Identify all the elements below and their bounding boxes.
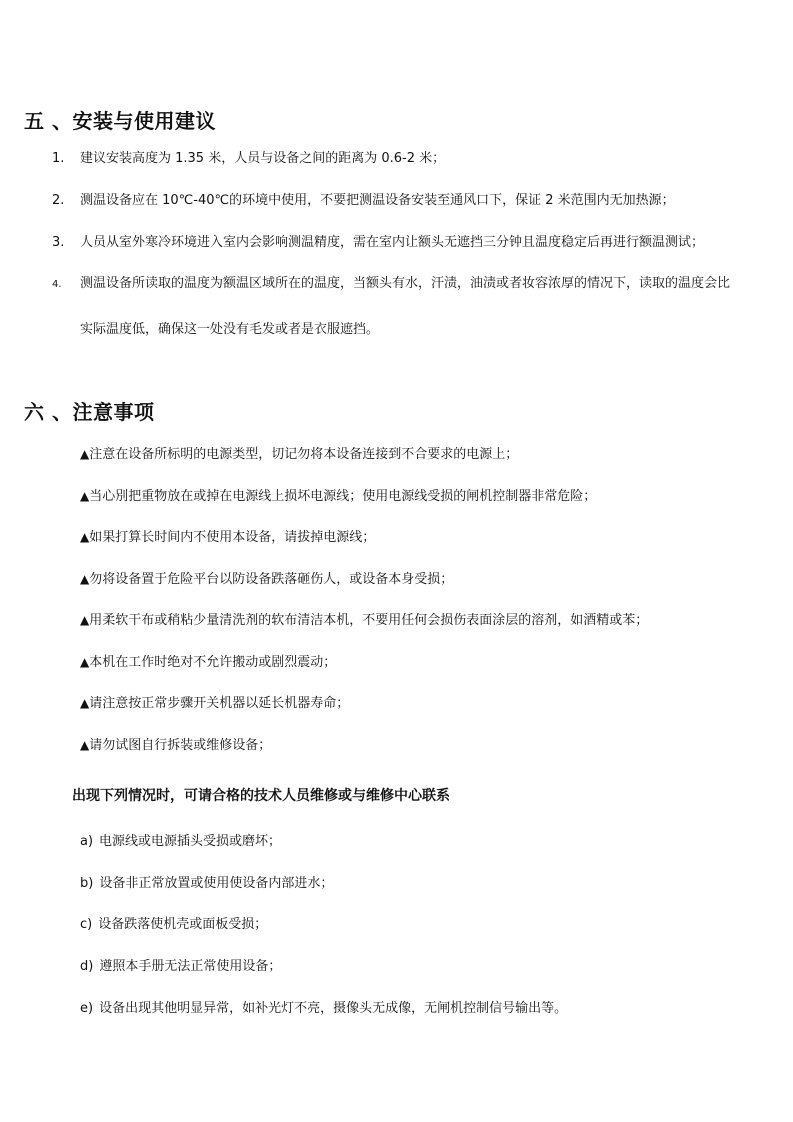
item-text: 建议安装高度为 1.35 米，人员与设备之间的距离为 0.6-2 米；	[80, 151, 446, 166]
repair-item	[80, 830, 281, 849]
caution-note	[80, 443, 518, 462]
note-text: 本机在工作时绝对不允许搬动或剧烈震动；	[89, 655, 337, 670]
warning-triangle-icon: ▲	[80, 738, 90, 752]
warning-triangle-icon: ▲	[80, 489, 90, 503]
warning-triangle-icon: ▲	[80, 530, 90, 544]
section-5-item-1	[52, 152, 445, 166]
repair-item	[80, 872, 333, 891]
item-letter: d)	[80, 959, 94, 974]
item-text: 测温设备所读取的温度为额温区域所在的温度，当额头有水，汗渍，油渍或者妆容浓厚的情况下，读取的温度会比	[80, 276, 731, 291]
note-text: 请勿试图自行拆装或维修设备；	[89, 738, 272, 753]
item-number: 1.	[52, 151, 65, 166]
item-text: 人员从室外寒冷环境进入室内会影响测温精度，需在室内让额头无遮挡三分钟且温度稳定后再进行额温测试；	[80, 235, 705, 250]
item-number: 4.	[52, 279, 62, 290]
caution-note	[80, 734, 271, 753]
caution-note	[80, 651, 336, 670]
caution-note	[80, 568, 453, 587]
section-5-heading: 五 、安装与使用建议	[24, 109, 216, 133]
caution-note	[80, 485, 596, 504]
note-text: 勿将设备置于危险平台以防设备跌落砸伤人，或设备本身受损；	[89, 572, 454, 587]
section-5-item-3	[52, 236, 704, 250]
item-letter: c)	[80, 917, 93, 932]
repair-item	[80, 955, 281, 974]
item-text: 设备出现其他明显异常，如补光灯不亮，摄像头无成像，无闸机控制信号输出等。	[99, 1001, 568, 1016]
note-text: 如果打算长时间内不使用本设备，请拔掉电源线；	[89, 530, 376, 545]
section-5-item-2	[52, 194, 675, 208]
item-text: 设备跌落使机壳或面板受损；	[98, 917, 268, 932]
warning-triangle-icon: ▲	[80, 655, 90, 669]
caution-note	[80, 526, 375, 545]
section-6-heading: 六 、注意事项	[24, 400, 155, 424]
note-text: 注意在设备所标明的电源类型，切记勿将本设备连接到不合要求的电源上；	[89, 447, 519, 462]
note-text: 请注意按正常步骤开关机器以延长机器寿命；	[89, 696, 350, 711]
repair-item	[80, 913, 267, 932]
warning-triangle-icon: ▲	[80, 447, 90, 461]
repair-item	[80, 997, 567, 1016]
warning-triangle-icon: ▲	[80, 572, 90, 586]
note-text: 当心別把重物放在或掉在电源线上损坏电源线；使用电源线受损的闸机控制器非常危险；	[89, 489, 597, 504]
repair-heading: 出现下列情况时，可请合格的技术人员维修或与维修中心联系	[72, 788, 450, 804]
warning-triangle-icon: ▲	[80, 613, 90, 627]
item-text: 测温设备应在 10℃-40℃的环境中使用，不要把测温设备安装至通风口下，保证 2 米范围内无加热源；	[80, 193, 675, 208]
item-letter: e)	[80, 1001, 94, 1016]
item-text: 遵照本手册无法正常使用设备；	[99, 959, 282, 974]
item-number: 3.	[52, 235, 65, 250]
item-letter: a)	[80, 834, 94, 849]
section-5-item-4	[52, 277, 730, 292]
warning-triangle-icon: ▲	[80, 696, 90, 710]
caution-note	[80, 609, 648, 628]
note-text: 用柔软干布或稍粘少量清洗剂的软布清洁本机，不要用任何会损伤表面涂层的溶剂，如酒精或苯；	[89, 613, 649, 628]
item-text: 电源线或电源插头受损或磨坏；	[99, 834, 282, 849]
item-letter: b)	[80, 876, 94, 891]
section-5-item-4-continuation: 实际温度低，确保这一处没有毛发或者是衣服遮挡。	[80, 322, 380, 337]
item-text: 设备非正常放置或使用使设备内部进水；	[99, 876, 334, 891]
item-number: 2.	[52, 193, 65, 208]
caution-note	[80, 692, 349, 711]
